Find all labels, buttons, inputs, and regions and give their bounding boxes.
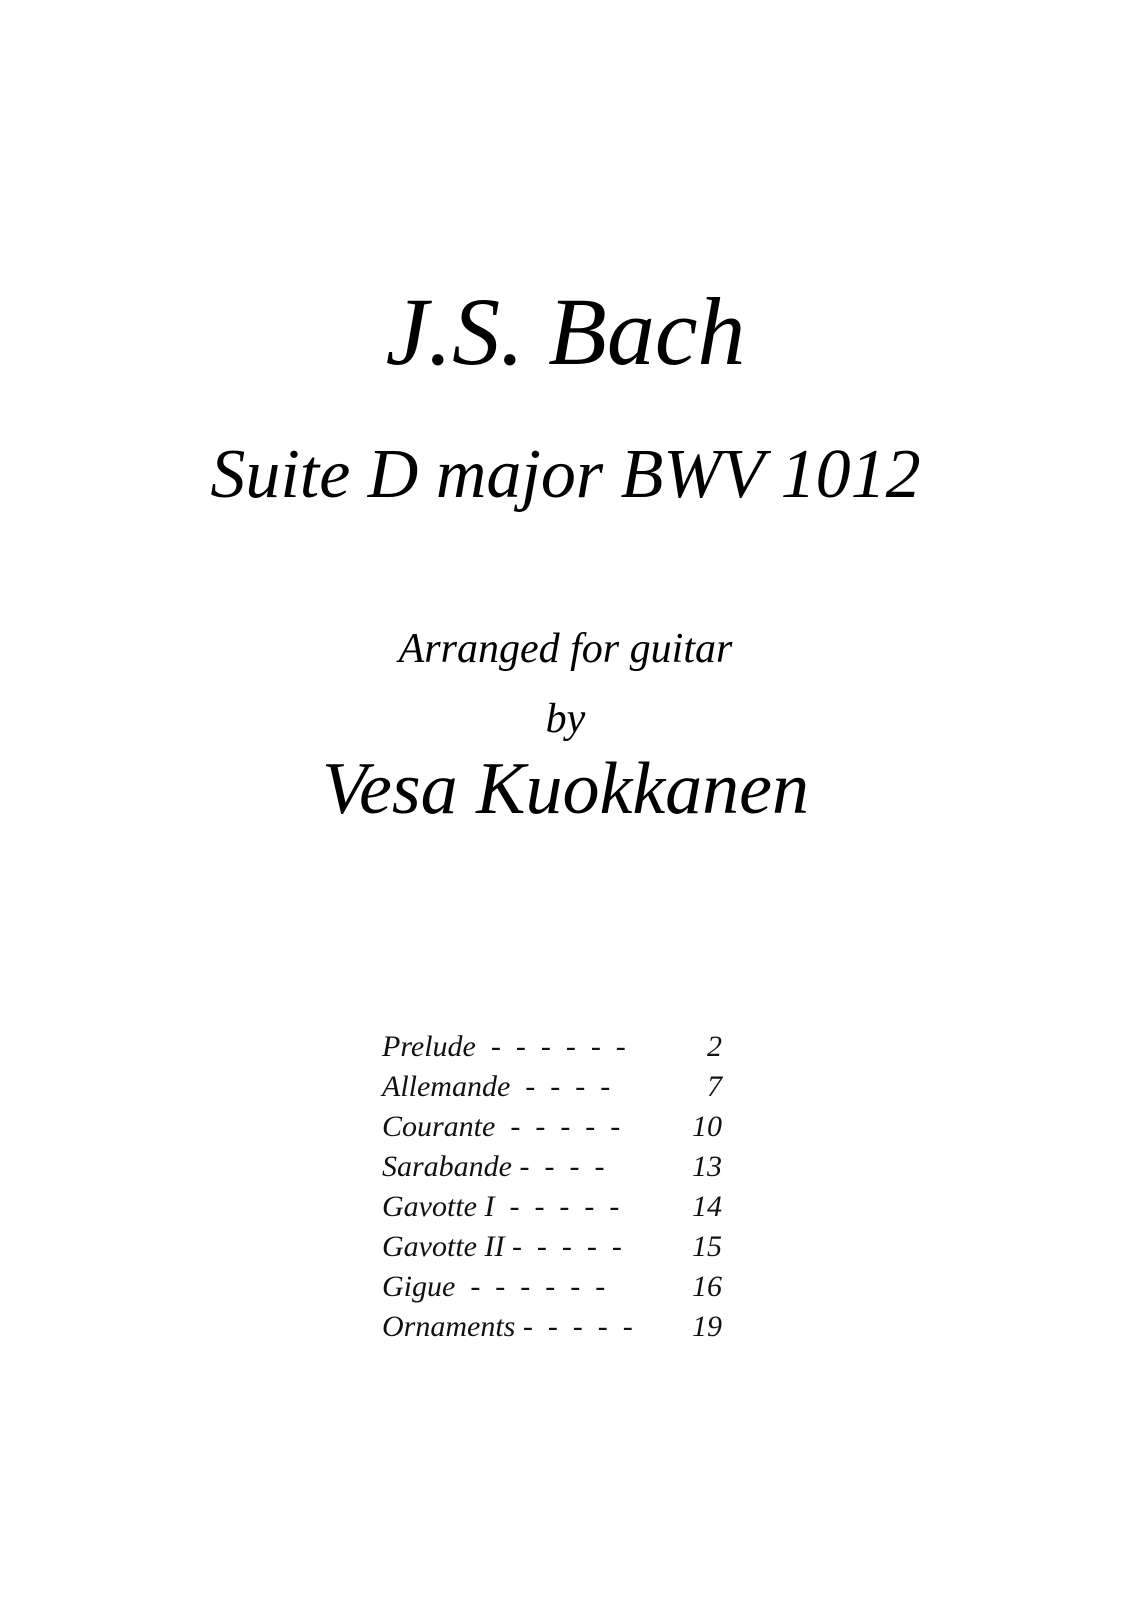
by-label: by xyxy=(545,696,586,742)
work-title: Suite D major BWV 1012 xyxy=(210,436,921,513)
toc-row-gavotte-i xyxy=(382,1190,722,1230)
toc-page-number: 10 xyxy=(692,1110,722,1143)
toc-row-prelude xyxy=(382,1030,722,1070)
toc-page-number: 7 xyxy=(707,1070,722,1103)
toc-page-number: 2 xyxy=(707,1030,722,1063)
arranger-name: Vesa Kuokkanen xyxy=(321,748,810,830)
toc-entry: Gigue - - - - - - xyxy=(382,1270,606,1303)
toc-entry: Gavotte II - - - - - xyxy=(382,1230,622,1263)
toc-row-sarabande xyxy=(382,1150,722,1190)
toc-row-ornaments xyxy=(382,1310,722,1350)
toc-page-number: 15 xyxy=(692,1230,722,1263)
composer-name: J.S. Bach xyxy=(385,278,746,385)
toc-entry: Courante - - - - - xyxy=(382,1110,621,1143)
toc-row-gavotte-ii xyxy=(382,1230,722,1270)
toc-entry: Ornaments - - - - - xyxy=(382,1310,633,1343)
toc-entry: Allemande - - - - xyxy=(382,1070,611,1103)
toc-row-courante xyxy=(382,1110,722,1150)
toc-page-number: 14 xyxy=(692,1190,722,1223)
toc-row-allemande xyxy=(382,1070,722,1110)
toc-page-number: 19 xyxy=(692,1310,722,1343)
toc-page-number: 13 xyxy=(692,1150,722,1183)
toc-entry: Sarabande - - - - xyxy=(382,1150,605,1183)
toc-entry: Gavotte I - - - - - xyxy=(382,1190,620,1223)
table-of-contents xyxy=(382,1030,722,1350)
toc-row-gigue xyxy=(382,1270,722,1310)
arrangement-note: Arranged for guitar xyxy=(398,626,733,672)
toc-page-number: 16 xyxy=(692,1270,722,1303)
toc-entry: Prelude - - - - - - xyxy=(382,1030,626,1063)
